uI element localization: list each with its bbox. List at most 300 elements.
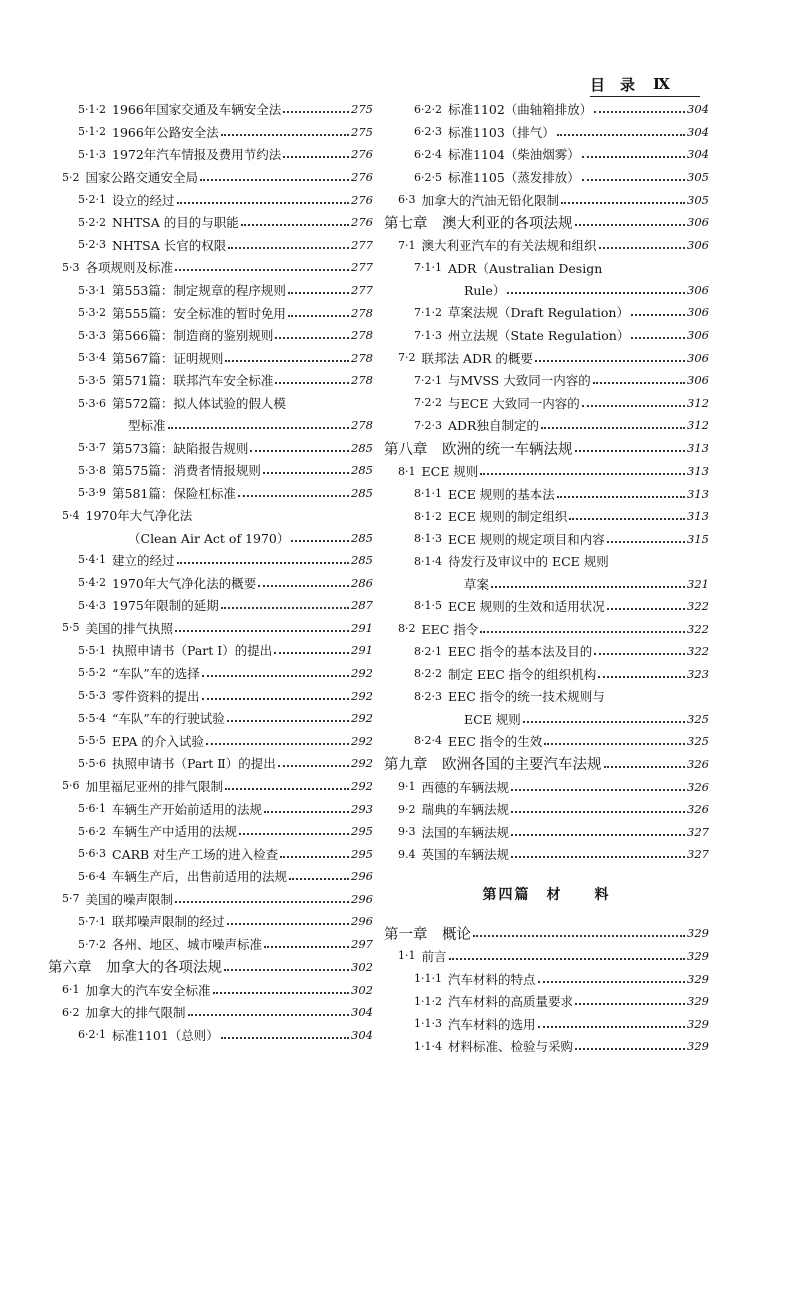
toc-chapter-entry — [48, 955, 373, 978]
toc-dot-leader — [188, 1014, 350, 1016]
toc-entry-title: ECE 规则的基本法 — [448, 486, 555, 502]
toc-entry-title: ADR独自制定的 — [448, 418, 539, 434]
toc-dot-leader — [631, 314, 685, 316]
toc-dot-leader — [575, 450, 686, 452]
toc-entry-title: EEC 指令的生效 — [448, 733, 543, 749]
toc-dot-leader — [535, 360, 685, 362]
toc-entry-number: 5·3·2 — [78, 306, 106, 320]
toc-entry-title: 第七章 澳大利亚的各项法规 — [384, 215, 573, 232]
toc-dot-leader — [599, 247, 686, 249]
toc-dot-leader — [206, 743, 349, 745]
toc-dot-leader — [598, 676, 685, 678]
toc-entry-number: 9.4 — [398, 847, 416, 861]
toc-page-number: 322 — [687, 598, 709, 613]
toc-subsection-entry — [48, 933, 373, 956]
toc-subsection-entry — [384, 143, 709, 166]
toc-entry-title: 零件资料的提出 — [112, 688, 200, 704]
toc-section-entry — [48, 256, 373, 279]
toc-entry-title: （Clean Air Act of 1970） — [128, 530, 290, 546]
toc-dot-leader — [594, 653, 685, 655]
toc-page-number: 306 — [687, 215, 709, 230]
toc-part-title: 第四篇 材 料 — [482, 886, 611, 903]
toc-entry-number: 8·2 — [398, 622, 416, 636]
toc-page-number: 277 — [351, 237, 373, 252]
toc-entry-number: 5·3·8 — [78, 463, 106, 477]
toc-subsection-entry — [48, 842, 373, 865]
toc-entry-title: 车辆生产中适用的法规 — [112, 824, 238, 840]
toc-subsection-entry — [48, 459, 373, 482]
toc-dot-leader — [200, 179, 349, 181]
toc-subsection-entry — [48, 436, 373, 459]
toc-entry-title: 西德的车辆法规 — [421, 779, 510, 795]
toc-entry-title: 第555篇：安全标准的暂时免用 — [112, 305, 286, 321]
toc-page-number: 306 — [687, 350, 709, 365]
toc-section-entry — [384, 798, 709, 821]
toc-entry-number: 8·1·1 — [414, 487, 442, 501]
toc-entry-title: “车队”车的选择 — [112, 665, 200, 681]
toc-subsection-entry — [48, 369, 373, 392]
toc-subsection-entry — [384, 685, 709, 708]
toc-dot-leader — [202, 698, 350, 700]
toc-section-entry — [48, 616, 373, 639]
toc-entry-title: 1966年国家交通及车辆安全法 — [112, 102, 282, 118]
toc-entry-number: 7·1·2 — [414, 305, 442, 319]
toc-subsection-entry — [48, 301, 373, 324]
toc-entry-title: 制定 EEC 指令的组织机构 — [448, 666, 597, 682]
toc-subsection-entry — [48, 571, 373, 594]
toc-right-column — [384, 98, 709, 1058]
toc-subsection-entry — [384, 990, 709, 1013]
toc-page-number: 322 — [687, 621, 709, 636]
toc-entry-number: 5·3·6 — [78, 396, 106, 410]
toc-dot-leader — [541, 427, 685, 429]
toc-subsection-entry — [384, 121, 709, 144]
toc-entry-title: 1972年汽车情报及费用节约法 — [112, 147, 282, 163]
toc-dot-leader — [227, 720, 349, 722]
toc-page-number: 292 — [351, 665, 373, 680]
toc-dot-leader — [221, 607, 349, 609]
toc-subsection-entry — [48, 752, 373, 775]
toc-dot-leader — [575, 1048, 685, 1050]
toc-chapter-entry — [384, 752, 709, 775]
toc-entry-title: 加拿大的汽车安全标准 — [85, 982, 211, 998]
toc-subsection-entry — [48, 594, 373, 617]
toc-subsection-entry — [48, 865, 373, 888]
toc-subsection-entry — [48, 121, 373, 144]
toc-entry-title: 1970年大气净化法的概要 — [112, 575, 257, 591]
toc-dot-leader — [569, 518, 685, 520]
toc-page-number: 278 — [351, 328, 373, 343]
toc-continuation-line — [384, 573, 709, 595]
toc-page-number: 285 — [351, 552, 373, 567]
toc-subsection-entry — [48, 392, 373, 415]
toc-entry-number: 5·4·2 — [78, 576, 106, 590]
toc-entry-number: 6·1 — [62, 983, 80, 997]
toc-page-number: 275 — [351, 102, 373, 117]
toc-entry-title: 美国的噪声限制 — [85, 891, 174, 907]
toc-subsection-entry — [48, 143, 373, 166]
toc-entry-number: 5·6·3 — [78, 847, 106, 861]
toc-section-entry — [48, 166, 373, 189]
toc-section-entry — [384, 617, 709, 640]
toc-entry-number: 5·6 — [62, 779, 80, 793]
toc-entry-number: 5·7 — [62, 892, 80, 906]
toc-page-number: 296 — [351, 914, 373, 929]
toc-page-number: 292 — [351, 778, 373, 793]
toc-entry-number: 5·1·2 — [78, 125, 106, 139]
toc-page-number: 277 — [351, 283, 373, 298]
toc-page-number: 291 — [351, 620, 373, 635]
toc-section-entry — [384, 188, 709, 211]
toc-subsection-entry — [48, 234, 373, 257]
toc-page-number: 326 — [687, 756, 709, 771]
toc-entry-title: 标准1103（排气） — [448, 124, 555, 140]
toc-entry-title: ECE 规则的生效和适用状况 — [448, 598, 605, 614]
toc-entry-title: 标准1104（柴油烟雾） — [448, 147, 580, 163]
toc-entry-number: 8·1·2 — [414, 509, 442, 523]
toc-page-number: 276 — [351, 215, 373, 230]
toc-entry-number: 5·4·3 — [78, 598, 106, 612]
toc-subsection-entry — [384, 640, 709, 663]
toc-entry-title: 汽车材料的高质量要求 — [448, 994, 574, 1010]
toc-page-number: 306 — [687, 283, 709, 298]
toc-entry-number: 7·1·1 — [414, 261, 442, 275]
toc-page-number: 306 — [687, 328, 709, 343]
toc-page-number: 329 — [687, 994, 709, 1009]
toc-dot-leader — [538, 1026, 686, 1028]
toc-entry-title: 澳大利亚汽车的有关法规和组织 — [421, 238, 597, 254]
toc-dot-leader — [575, 1003, 685, 1005]
toc-entry-title: 前言 — [421, 948, 447, 964]
toc-dot-leader — [225, 360, 349, 362]
toc-entry-number: 5·5·3 — [78, 689, 106, 703]
toc-page-number: 327 — [687, 847, 709, 862]
toc-entry-title: 草案 — [464, 576, 490, 592]
toc-entry-number: 9·2 — [398, 802, 416, 816]
toc-entry-number: 7·2·2 — [414, 396, 442, 410]
toc-dot-leader — [288, 292, 349, 294]
toc-page-number: 291 — [351, 643, 373, 658]
toc-subsection-entry — [48, 1024, 373, 1047]
toc-entry-title: 车辆生产开始前适用的法规 — [112, 801, 263, 817]
toc-page-number: 287 — [351, 598, 373, 613]
toc-page-number: 277 — [351, 260, 373, 275]
toc-part-heading — [384, 866, 709, 922]
toc-dot-leader — [480, 631, 685, 633]
toc-dot-leader — [575, 224, 686, 226]
toc-page-number: 325 — [687, 711, 709, 726]
toc-entry-title: 加拿大的汽油无铅化限制 — [421, 192, 560, 208]
toc-page-number: 278 — [351, 305, 373, 320]
toc-entry-number: 5·6·1 — [78, 802, 106, 816]
toc-dot-leader — [511, 811, 685, 813]
toc-subsection-entry — [48, 347, 373, 370]
toc-entry-number: 7·1·3 — [414, 328, 442, 342]
toc-subsection-entry — [384, 730, 709, 753]
toc-entry-title: 联邦噪声限制的经过 — [112, 914, 225, 930]
toc-page-number: 275 — [351, 124, 373, 139]
toc-page-number: 326 — [687, 802, 709, 817]
toc-entry-title: CARB 对生产工场的进入检查 — [112, 846, 279, 862]
toc-dot-leader — [561, 202, 685, 204]
toc-section-entry — [384, 820, 709, 843]
page-header — [590, 72, 700, 97]
toc-page-number: 305 — [687, 192, 709, 207]
toc-entry-number: 9·3 — [398, 825, 416, 839]
toc-subsection-entry — [384, 324, 709, 347]
toc-subsection-entry — [48, 549, 373, 572]
toc-page-number: 306 — [687, 373, 709, 388]
toc-entry-number: 5·3·7 — [78, 441, 106, 455]
toc-subsection-entry — [384, 1035, 709, 1058]
toc-left-column — [48, 98, 373, 1046]
toc-entry-title: 车辆生产后，出售前适用的法规 — [112, 869, 288, 885]
toc-entry-number: 5·5 — [62, 621, 80, 635]
toc-entry-number: 5·5·1 — [78, 643, 106, 657]
toc-dot-leader — [263, 472, 349, 474]
toc-entry-title: 执照申请书（Part Ⅰ）的提出 — [112, 643, 273, 659]
toc-entry-number: 6·2·1 — [78, 1028, 106, 1042]
toc-subsection-entry — [384, 369, 709, 392]
toc-dot-leader — [280, 856, 349, 858]
toc-dot-leader — [264, 811, 349, 813]
toc-subsection-entry — [48, 324, 373, 347]
toc-page-number: 276 — [351, 170, 373, 185]
toc-continuation-line — [384, 279, 709, 301]
toc-dot-leader — [278, 765, 349, 767]
toc-page-number: 312 — [687, 418, 709, 433]
toc-entry-number: 5·5·2 — [78, 666, 106, 680]
toc-page-number: 329 — [687, 948, 709, 963]
toc-section-entry — [48, 504, 373, 527]
toc-entry-title: 1970年大气净化法 — [85, 508, 193, 524]
toc-entry-number: 1·1·1 — [414, 972, 442, 986]
toc-dot-leader — [582, 179, 685, 181]
toc-entry-number: 6·2·5 — [414, 170, 442, 184]
toc-entry-title: 第571篇：联邦汽车安全标准 — [112, 373, 274, 389]
toc-entry-number: 6·3 — [398, 193, 416, 207]
toc-entry-number: 5·4·1 — [78, 553, 106, 567]
toc-subsection-entry — [384, 662, 709, 685]
toc-page-number: 321 — [687, 576, 709, 591]
toc-dot-leader — [507, 292, 685, 294]
toc-page-number: 312 — [687, 395, 709, 410]
toc-dot-leader — [594, 111, 685, 113]
toc-subsection-entry — [48, 482, 373, 505]
toc-entry-number: 5·1·3 — [78, 147, 106, 161]
toc-entry-title: 设立的经过 — [112, 192, 175, 208]
toc-entry-number: 8·1·5 — [414, 599, 442, 613]
toc-continuation-line — [384, 708, 709, 730]
toc-page-number: 304 — [351, 1005, 373, 1020]
toc-page-number: 292 — [351, 756, 373, 771]
toc-dot-leader — [239, 833, 349, 835]
toc-entry-title: EPA 的介入试验 — [112, 733, 204, 749]
toc-entry-number: 5·3 — [62, 260, 80, 274]
header-title: 目 录 — [590, 75, 636, 94]
toc-dot-leader — [283, 156, 349, 158]
toc-entry-number: 5·3·1 — [78, 283, 106, 297]
toc-entry-title: ECE 规则 — [421, 464, 479, 480]
toc-entry-title: 标准1105（蒸发排放） — [448, 170, 580, 186]
toc-page-number: 304 — [687, 124, 709, 139]
toc-dot-leader — [480, 473, 685, 475]
toc-section-entry — [384, 775, 709, 798]
toc-subsection-entry — [48, 684, 373, 707]
toc-subsection-entry — [48, 188, 373, 211]
toc-subsection-entry — [48, 211, 373, 234]
toc-entry-title: 草案法规（Draft Regulation） — [448, 305, 629, 321]
toc-dot-leader — [258, 585, 349, 587]
toc-dot-leader — [175, 269, 349, 271]
toc-dot-leader — [288, 315, 349, 317]
toc-entry-title: 州立法规（State Regulation） — [448, 328, 630, 344]
toc-subsection-entry — [384, 392, 709, 415]
toc-dot-leader — [264, 946, 349, 948]
toc-dot-leader — [582, 405, 685, 407]
toc-dot-leader — [275, 382, 349, 384]
toc-subsection-entry — [384, 550, 709, 573]
toc-subsection-entry — [48, 729, 373, 752]
toc-entry-number: 1·1·3 — [414, 1017, 442, 1031]
toc-entry-number: 8·2·3 — [414, 689, 442, 703]
toc-subsection-entry — [48, 820, 373, 843]
toc-dot-leader — [224, 969, 349, 971]
toc-dot-leader — [557, 496, 685, 498]
toc-entry-number: 6·2 — [62, 1005, 80, 1019]
toc-entry-title: 美国的排气执照 — [85, 620, 174, 636]
toc-entry-title: NHTSA 的目的与职能 — [112, 215, 239, 231]
toc-dot-leader — [473, 935, 685, 937]
toc-entry-title: ECE 规则的规定项目和内容 — [448, 531, 605, 547]
toc-entry-number: 6·2·2 — [414, 102, 442, 116]
toc-section-entry — [48, 978, 373, 1001]
toc-dot-leader — [221, 134, 349, 136]
toc-entry-number: 5·3·4 — [78, 351, 106, 365]
toc-entry-number: 7·2·3 — [414, 418, 442, 432]
toc-page-number: 326 — [687, 779, 709, 794]
toc-page-number: 293 — [351, 801, 373, 816]
toc-continuation-line — [48, 414, 373, 436]
toc-page-number: 292 — [351, 733, 373, 748]
toc-entry-number: 1·1·2 — [414, 994, 442, 1008]
toc-entry-title: EEC 指令的基本法及目的 — [448, 644, 593, 660]
toc-page-number: 306 — [687, 238, 709, 253]
toc-entry-title: 第575篇：消费者情报规则 — [112, 463, 261, 479]
toc-page-number: 278 — [351, 373, 373, 388]
toc-entry-title: 各项规则及标准 — [85, 260, 174, 276]
toc-dot-leader — [225, 788, 349, 790]
toc-section-entry — [48, 888, 373, 911]
toc-entry-number: 5·7·1 — [78, 914, 106, 928]
toc-page-number: 297 — [351, 937, 373, 952]
toc-page-number: 313 — [687, 441, 709, 456]
toc-page-number: 285 — [351, 440, 373, 455]
toc-entry-number: 6·2·4 — [414, 147, 442, 161]
toc-dot-leader — [289, 878, 349, 880]
toc-dot-leader — [275, 337, 349, 339]
toc-entry-title: 标准1102（曲轴箱排放） — [448, 102, 593, 118]
toc-subsection-entry — [384, 595, 709, 618]
toc-page-number: 305 — [687, 170, 709, 185]
toc-page-number: 329 — [687, 1016, 709, 1031]
toc-entry-title: NHTSA 长官的权限 — [112, 237, 227, 253]
toc-entry-number: 5·1·2 — [78, 102, 106, 116]
toc-entry-title: 建立的经过 — [112, 552, 175, 568]
toc-entry-number: 5·3·3 — [78, 328, 106, 342]
toc-page-number: 304 — [687, 102, 709, 117]
toc-page-number: 304 — [687, 147, 709, 162]
toc-dot-leader — [557, 134, 685, 136]
toc-entry-number: 8·1·4 — [414, 554, 442, 568]
toc-entry-title: 第八章 欧洲的统一车辆法规 — [384, 441, 573, 458]
toc-entry-number: 5·4 — [62, 508, 80, 522]
toc-dot-leader — [491, 586, 685, 588]
toc-page-number: 306 — [687, 305, 709, 320]
toc-page-number: 278 — [351, 418, 373, 433]
toc-page-number: 313 — [687, 509, 709, 524]
toc-page-number: 302 — [351, 982, 373, 997]
toc-entry-number: 5·3·5 — [78, 373, 106, 387]
toc-page-number: 295 — [351, 824, 373, 839]
toc-dot-leader — [291, 540, 349, 542]
toc-dot-leader — [607, 541, 685, 543]
toc-entry-title: 加里福尼亚州的排气限制 — [85, 778, 224, 794]
toc-entry-number: 5·3·9 — [78, 486, 106, 500]
toc-subsection-entry — [384, 528, 709, 551]
toc-entry-title: 第六章 加拿大的各项法规 — [48, 960, 222, 977]
toc-dot-leader — [238, 495, 349, 497]
toc-dot-leader — [241, 224, 349, 226]
toc-entry-number: 1·1·4 — [414, 1039, 442, 1053]
toc-subsection-entry — [384, 257, 709, 280]
toc-page-number: 329 — [687, 971, 709, 986]
toc-entry-title: 执照申请书（Part Ⅱ）的提出 — [112, 756, 276, 772]
toc-subsection-entry — [48, 797, 373, 820]
header-page-number: Ⅸ — [653, 75, 670, 93]
toc-entry-number: 9·1 — [398, 780, 416, 794]
toc-entry-title: 汽车材料的特点 — [448, 971, 536, 987]
toc-dot-leader — [168, 427, 350, 429]
toc-section-entry — [384, 843, 709, 866]
toc-subsection-entry — [384, 967, 709, 990]
toc-page-number: 278 — [351, 350, 373, 365]
toc-page-number: 295 — [351, 846, 373, 861]
toc-section-entry — [384, 460, 709, 483]
toc-dot-leader — [604, 766, 686, 768]
toc-dot-leader — [523, 721, 685, 723]
toc-section-entry — [48, 775, 373, 798]
toc-entry-number: 8·2·2 — [414, 667, 442, 681]
toc-entry-title: ECE 规则 — [464, 711, 521, 727]
toc-entry-title: 第一章 概论 — [384, 926, 471, 943]
toc-entry-title: 与MVSS 大致同一内容的 — [448, 373, 591, 389]
toc-subsection-entry — [48, 639, 373, 662]
toc-section-entry — [48, 1001, 373, 1024]
toc-page-number: 327 — [687, 824, 709, 839]
toc-subsection-entry — [384, 98, 709, 121]
toc-page-number: 285 — [351, 485, 373, 500]
toc-dot-leader — [449, 958, 686, 960]
toc-page-number: 285 — [351, 463, 373, 478]
toc-entry-number: 8·1 — [398, 464, 416, 478]
toc-page-number: 313 — [687, 464, 709, 479]
toc-entry-title: 第九章 欧洲各国的主要汽车法规 — [384, 757, 602, 774]
toc-dot-leader — [511, 856, 685, 858]
toc-page-number: 329 — [687, 1039, 709, 1054]
toc-subsection-entry — [384, 1012, 709, 1035]
toc-subsection-entry — [384, 482, 709, 505]
